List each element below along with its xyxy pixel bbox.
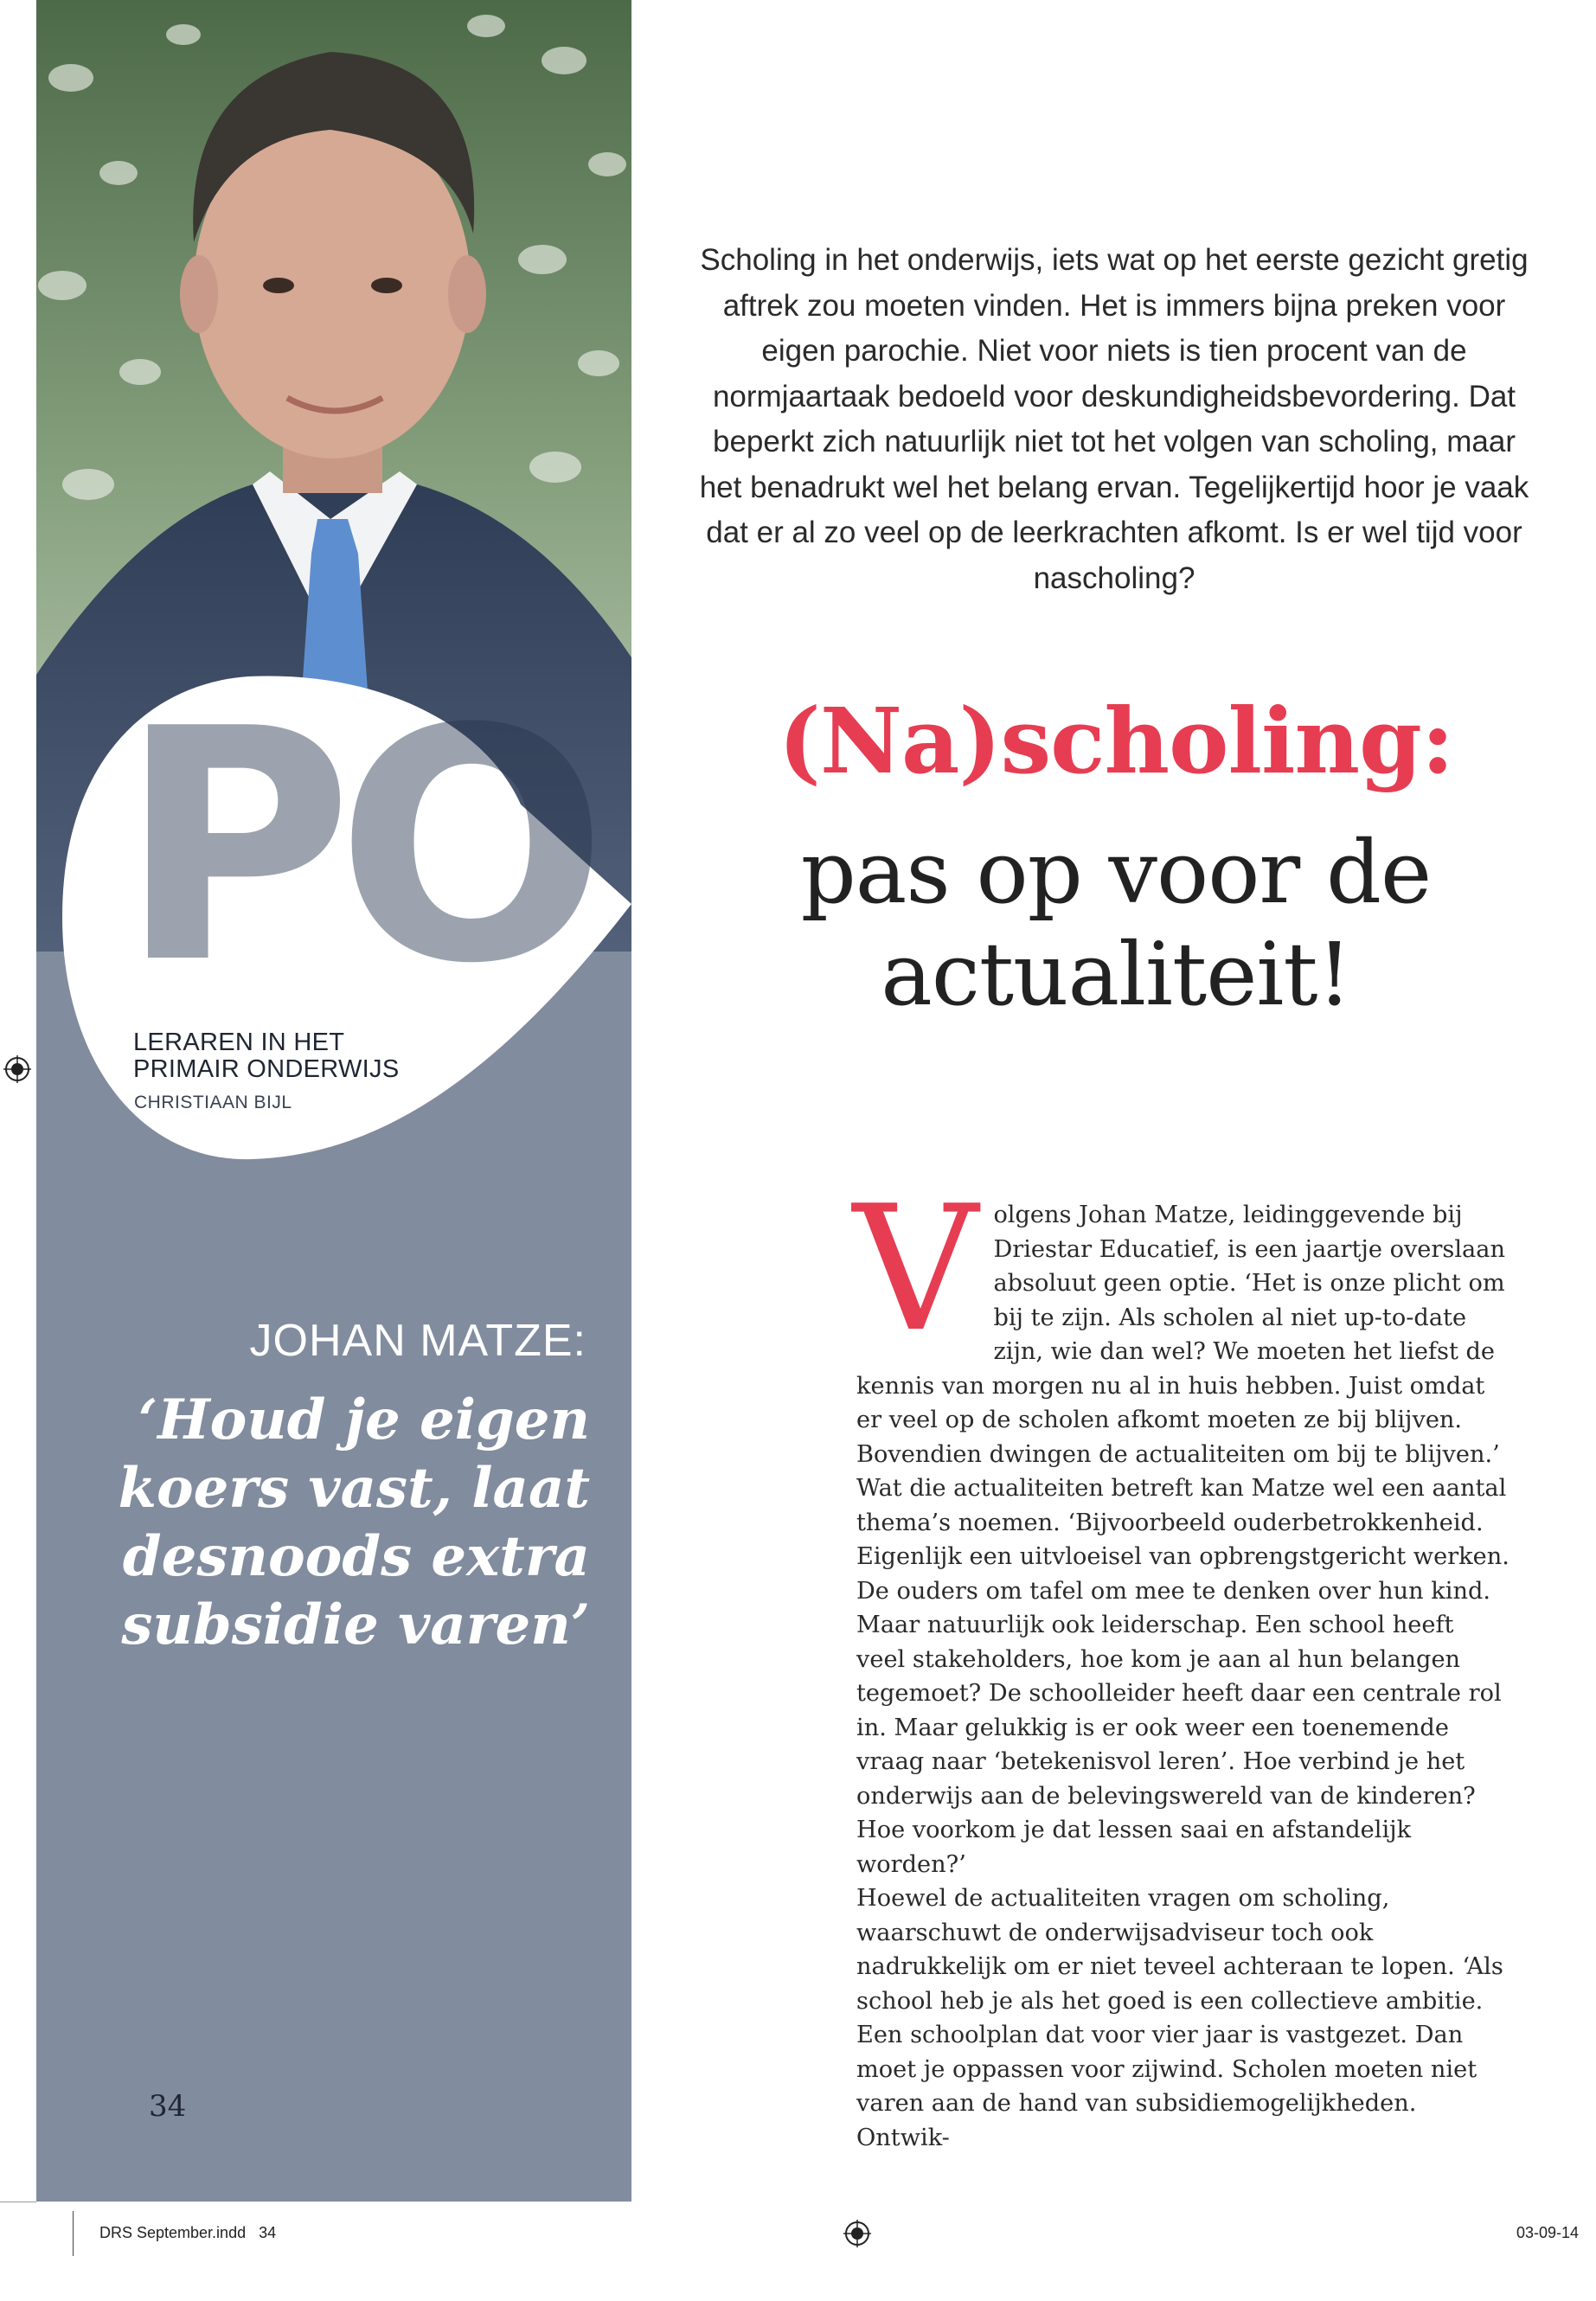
section-title bbox=[133, 1029, 497, 1083]
page-number: 34 bbox=[149, 2089, 187, 2124]
pull-quote-text: ‘Houd je eigen koers vast, laat desnoods extra subsidie varen’ bbox=[118, 1388, 590, 1657]
article-paragraph: Wat die actualiteiten betreft kan Matze wel een aantal thema’s noemen. ‘Bijvoorbeeld ouderbetrokkenheid. Eigenlijk een uitvloeisel van opbrengstgericht werken. De ouders om tafel om mee te denken over hun kind. Maar natuurlijk ook leiderschap. Een school heeft veel stakeholders, hoe kom je aan al hun belangen tegemoet? De schoolleider heeft daar een centrale rol in. Maar gelukkig is er ook weer een toenemende vraag naar ‘betekenisvol leren’. Hoe verbind je het onderwijs aan de belevingswereld van de kinderen? Hoe voorkom je dat lessen saai en afstandelijk worden?’ bbox=[856, 1475, 1509, 1878]
slug-date: 03-09-14 bbox=[1516, 2224, 1579, 2241]
section-title-line2: PRIMAIR ONDERWIJS bbox=[133, 1055, 400, 1083]
pull-quote-name: JOHAN MATZE: bbox=[249, 1316, 586, 1366]
article-paragraph: Hoewel de actualiteiten vragen om scholing, waarschuwt de onderwijsadviseur toch ook nadrukkelijk om er niet teveel achteraan te lopen. ‘Als school heb je als het goed is een collectieve ambitie. Een schoolplan dat voor vier jaar is vastgezet. Dan moet je oppassen voor zijwind. Scholen moeten niet varen aan de hand van subsidiemogelijkheden. Ontwik- bbox=[856, 1885, 1503, 2151]
slug-filename: DRS September.indd 34 bbox=[99, 2224, 277, 2241]
section-author: CHRISTIAAN BIJL bbox=[134, 1093, 292, 1112]
crop-mark bbox=[73, 2211, 74, 2256]
section-title-line1: LERAREN IN HET bbox=[133, 1029, 345, 1056]
section-letters: PO bbox=[119, 662, 591, 1034]
registration-mark-icon bbox=[3, 1055, 31, 1083]
drop-cap: V bbox=[853, 1169, 978, 1370]
headline-secondary: pas op voor de actualiteit! bbox=[800, 822, 1432, 1025]
left-column bbox=[36, 0, 631, 2202]
intro-paragraph: Scholing in het onderwijs, iets wat op het eerste gezicht gretig aftrek zou moeten vinden. Het is immers bijna preken voor eigen parochie. Niet voor niets is tien procent van de normjaartaak bedoeld voor deskundigheidsbevordering. Dat beperkt zich natuurlijk niet tot het volgen van scholing, maar het benadrukt wel het belang ervan. Tegelijkertijd hoor je vaak dat er al zo veel op de leerkrachten afkomt. Is er wel tijd voor nascholing? bbox=[699, 243, 1529, 595]
article-paragraph: olgens Johan Matze, leidinggevende bij Driestar Educatief, is een jaartje overslaan absoluut geen optie. ‘Het is onze plicht om bij te zijn. Als scholen al niet up-to-date zijn, wie dan wel? We moeten het liefst de kennis van morgen nu al in huis hebben. Juist omdat er veel op de scholen afkomt moeten ze bij blijven. Bovendien dwingen de actualiteiten om bij te blijven.’ bbox=[856, 1202, 1505, 1468]
article-body bbox=[853, 1169, 1509, 2155]
headline-primary: (Na)scholing: bbox=[778, 688, 1454, 794]
registration-mark-icon bbox=[843, 2220, 871, 2247]
